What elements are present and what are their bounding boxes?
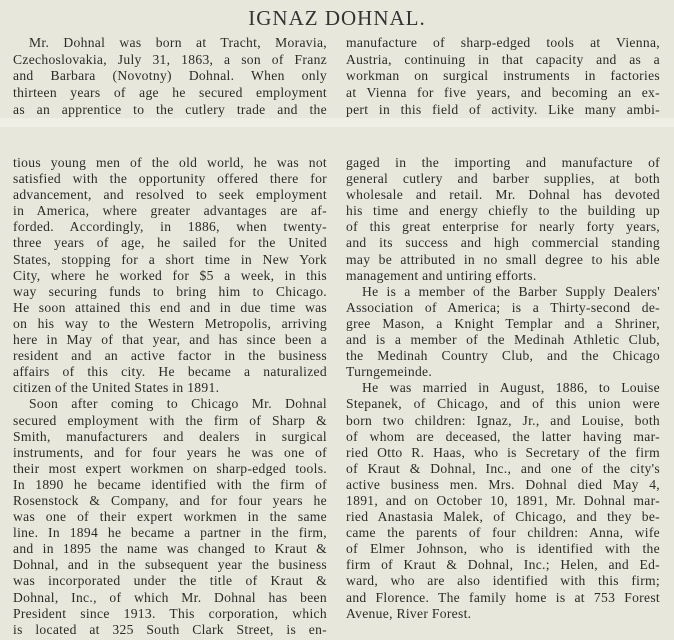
text-line: firm of Kraut & Dohnal, Inc.; Helen, and Ed-	[346, 557, 660, 573]
column-top-right	[346, 35, 660, 118]
text-line: President since 1913. This corporation, which	[13, 605, 327, 621]
text-line: his time and energy chiefly to the building up	[346, 203, 660, 219]
column-top-left	[13, 35, 327, 118]
text-line: He is a member of the Barber Supply Dealers'	[362, 283, 660, 299]
text-line: way securing funds to bring him to Chicago.	[13, 283, 327, 299]
text-line: advancement, and resolved to seek employment	[13, 187, 327, 203]
text-line: general cutlery and barber supplies, at both	[346, 171, 660, 187]
text-line: and Florence. The family home is at 753 Forest	[346, 589, 660, 605]
text-line: Dohnal, and in the subsequent year the business	[13, 557, 327, 573]
text-line: satisfied with the opportunity offered there for	[13, 171, 327, 187]
text-line: management and untiring efforts.	[346, 267, 537, 283]
text-line: He was married in August, 1886, to Louise	[362, 380, 660, 396]
text-line: ried Otto R. Haas, who is Secretary of the firm	[346, 444, 660, 460]
text-line: Czechoslovakia, July 31, 1863, a son of Franz	[13, 51, 327, 67]
text-line: of this great enterprise for nearly forty years,	[346, 219, 660, 235]
article-title: IGNAZ DOHNAL.	[248, 6, 426, 30]
text-line: forded. Accordingly, in 1886, when twenty-	[13, 219, 327, 235]
text-line: and Barbara (Novotny) Dohnal. When only	[13, 68, 327, 84]
text-line: Association of America; is a Thirty-second de-	[346, 299, 660, 315]
text-line: Avenue, River Forest.	[346, 605, 472, 621]
column-bottom-left	[13, 155, 327, 638]
text-line: three years of age, he sailed for the United	[13, 235, 327, 251]
text-line: thirteen years of age he secured employment	[13, 85, 327, 101]
text-line: Dohnal, Inc., of which Mr. Dohnal has been	[13, 589, 327, 605]
text-line: ward, who are also identified with this firm;	[346, 573, 660, 589]
text-line: ried Anastasia Malek, of Chicago, and they be-	[346, 509, 660, 525]
text-line: Turngemeinde.	[346, 364, 433, 380]
text-line: came the parents of four children: Anna, wife	[346, 525, 660, 541]
text-line: of Elmer Johnson, who is identified with the	[346, 541, 660, 557]
text-line: on his way to the Western Metropolis, arriving	[13, 315, 327, 331]
text-line: here in May of that year, and has since been a	[13, 332, 327, 348]
text-line: as an apprentice to the cutlery trade and the	[13, 101, 327, 117]
text-line: gree Mason, a Knight Templar and a Shriner,	[346, 315, 660, 331]
text-line: and its success and high commercial standing	[346, 235, 660, 251]
text-line: in America, where greater advantages are af-	[13, 203, 327, 219]
text-line: pert in this field of activity. Like many ambi-	[346, 101, 660, 117]
text-line: of Kraut & Dohnal, Inc., and one of the city's	[346, 460, 660, 476]
text-line: gaged in the importing and manufacture of	[346, 155, 660, 170]
text-line: wholesale and retail. Mr. Dohnal has devoted	[346, 187, 660, 203]
text-line: City, where he worked for $5 a week, in this	[13, 267, 327, 283]
text-line: manufacture of sharp-edged tools at Vienna,	[346, 35, 660, 50]
text-line: was one of their expert workmen in the same	[13, 509, 327, 525]
text-line: Soon after coming to Chicago Mr. Dohnal	[29, 396, 327, 412]
text-line: citizen of the United States in 1891.	[13, 380, 220, 396]
text-line: instruments, and for four years he was one of	[13, 444, 327, 460]
text-line: may be attributed in no small degree to his able	[346, 251, 660, 267]
text-line: active business men. Mrs. Dohnal died May 4,	[346, 476, 660, 492]
text-line: resident and an active factor in the business	[13, 348, 327, 364]
text-line: He soon attained this end and in due time was	[13, 299, 327, 315]
text-line: their most expert workmen on sharp-edged tools.	[13, 460, 327, 476]
text-line: line. In 1894 he became a partner in the firm,	[13, 525, 327, 541]
text-line: the Medinah Country Club, and the Chicago	[346, 348, 660, 364]
text-line: at Vienna for five years, and becoming an ex-	[346, 85, 660, 101]
text-line: tious young men of the old world, he was not	[13, 155, 327, 170]
text-line: workman on surgical instruments in factories	[346, 68, 660, 84]
text-line: In 1890 he became identified with the firm of	[13, 476, 327, 492]
text-line: secured employment with the firm of Sharp &	[13, 412, 327, 428]
text-line: Smith, manufacturers and dealers in surgical	[13, 428, 327, 444]
text-line: of whom are deceased, the latter having mar-	[346, 428, 660, 444]
text-line: Rosenstock & Company, and for four years he	[13, 492, 327, 508]
text-line: was incorporated under the title of Kraut &	[13, 573, 327, 589]
text-line: Stepanek, of Chicago, and of this union were	[346, 396, 660, 412]
page-seam	[0, 118, 674, 127]
text-line: States, stopping for a short time in New York	[13, 251, 327, 267]
text-line: and in 1895 the name was changed to Kraut &	[13, 541, 327, 557]
text-line: 1891, and on October 10, 1891, Mr. Dohnal mar-	[346, 492, 660, 508]
text-line: Austria, continuing in that capacity and as a	[346, 51, 660, 67]
text-line: Mr. Dohnal was born at Tracht, Moravia,	[29, 35, 327, 50]
text-line: affairs of this city. He became a naturalized	[13, 364, 327, 380]
text-line: born two children: Ignaz, Jr., and Louise, both	[346, 412, 660, 428]
text-line: and is a member of the Medinah Athletic Club,	[346, 332, 660, 348]
column-bottom-right	[346, 155, 660, 622]
text-line: is located at 325 South Clark Street, is en-	[13, 621, 327, 637]
